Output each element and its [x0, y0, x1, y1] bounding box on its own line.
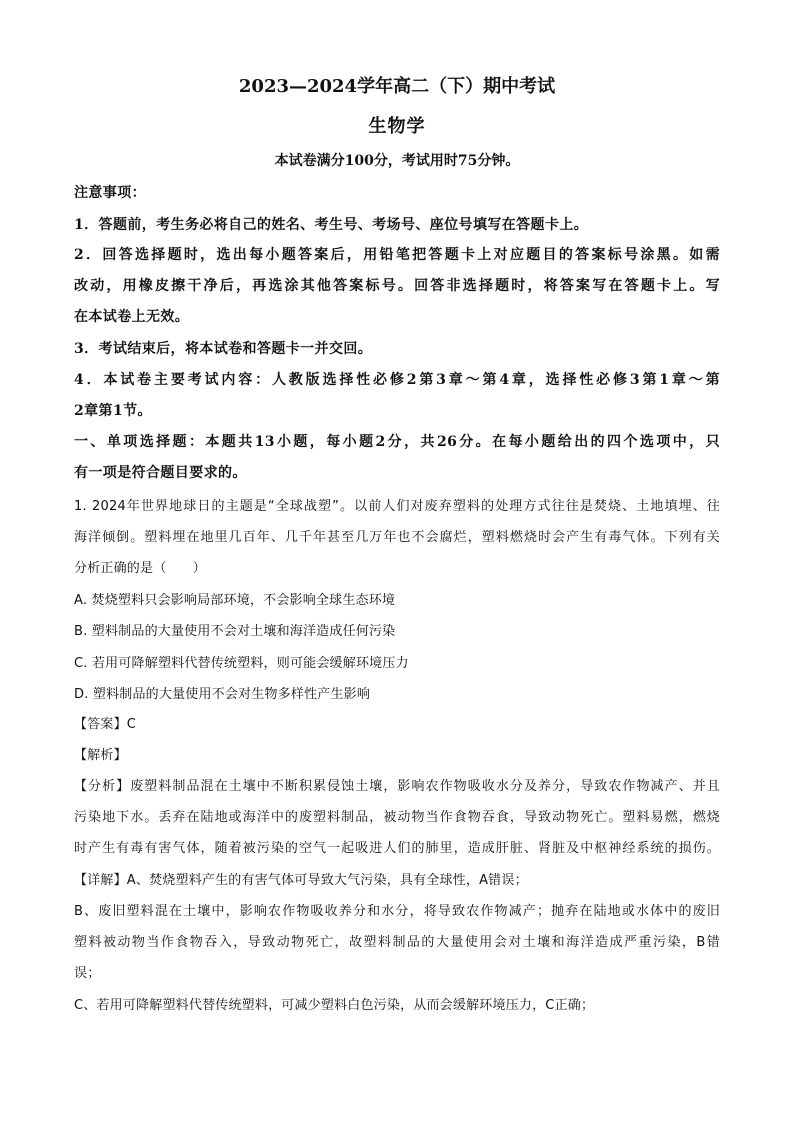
exam-title: 2023—2024学年高二（下）期中考试: [238, 76, 556, 97]
option-d: D. 塑料制品的大量使用不会对生物多样性产生影响: [74, 687, 371, 702]
analysis-heading: 【解析】: [74, 748, 127, 763]
option-a: A. 焚烧塑料只会影响局部环境，不会影响全球生态环境: [74, 593, 396, 608]
analysis-line: 【分析】废塑料制品混在土壤中不断积累侵蚀土壤，影响农作物吸收水分及养分，导致农作物减产、并且: [74, 779, 720, 794]
subject-title: 生物学: [368, 116, 426, 137]
option-b: B. 塑料制品的大量使用不会对土壤和海洋造成任何污染: [74, 624, 396, 639]
analysis-line: B、废旧塑料混在土壤中，影响农作物吸收养分和水分，将导致农作物减产；抛弃在陆地或水体中的废旧: [74, 904, 720, 919]
notice-line: 在本试卷上无效。: [74, 309, 190, 325]
section-heading: 一、单项选择题：本题共13小题，每小题2分，共26分。在每小题给出的四个选项中，只: [74, 434, 720, 450]
question-stem: 1. 2024年世界地球日的主题是“全球战塑”。以前人们对废弃塑料的处理方式往往是焚烧、土地填埋、往: [74, 499, 720, 514]
notice-line: 2．回答选择题时，选出每小题答案后，用铅笔把答题卡上对应题目的答案标号涂黑。如需: [74, 247, 720, 263]
notice-heading: 注意事项：: [74, 185, 146, 201]
notice-line: 改动，用橡皮擦干净后，再选涂其他答案标号。回答非选择题时，将答案写在答题卡上。写: [74, 278, 720, 294]
question-stem: 分析正确的是（ ）: [74, 561, 207, 576]
analysis-line: 时产生有毒有害气体，随着被污染的空气一起吸进人们的肺里，造成肝脏、肾脏及中枢神经系统的损伤。: [74, 841, 720, 856]
option-c: C. 若用可降解塑料代替传统塑料，则可能会缓解环境压力: [74, 656, 409, 671]
score-time-note: 本试卷满分100分，考试用时75分钟。: [274, 153, 520, 169]
section-heading: 有一项是符合题目要求的。: [74, 465, 247, 481]
notice-line: 2章第1节。: [74, 403, 152, 419]
analysis-line: 误；: [74, 966, 101, 981]
answer-label: 【答案】C: [74, 717, 137, 732]
analysis-line: 【详解】A、焚烧塑料产生的有害气体可导致大气污染，具有全球性，A错误；: [74, 873, 528, 888]
notice-line: 4．本试卷主要考试内容：人教版选择性必修2第3章～第4章，选择性必修3第1章～第: [74, 372, 720, 388]
notice-line: 1．答题前，考生务必将自己的姓名、考生号、考场号、座位号填写在答题卡上。: [74, 217, 589, 233]
analysis-line: 污染地下水。丢弃在陆地或海洋中的废塑料制品，被动物当作食物吞食，导致动物死亡。塑料易燃，燃烧: [74, 810, 720, 825]
analysis-line: 塑料被动物当作食物吞入，导致动物死亡，故塑料制品的大量使用会对土壤和海洋造成严重污染，B错: [74, 935, 720, 950]
notice-line: 3．考试结束后，将本试卷和答题卡一并交回。: [74, 341, 373, 357]
analysis-line: C、若用可降解塑料代替传统塑料，可减少塑料白色污染，从而会缓解环境压力，C正确；: [74, 998, 595, 1013]
question-stem: 海洋倾倒。塑料埋在地里几百年、几千年甚至几万年也不会腐烂，塑料燃烧时会产生有毒气体。下列有关: [74, 530, 720, 545]
